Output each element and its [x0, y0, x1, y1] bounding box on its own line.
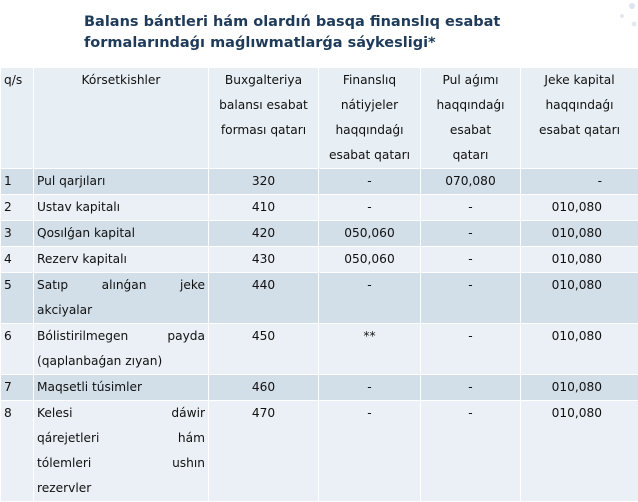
financial-results-line: - — [319, 195, 421, 221]
row-number: 2 — [1, 195, 34, 221]
financial-results-line: - — [319, 169, 421, 195]
indicator-name: Ustav kapitalı — [34, 195, 209, 221]
corner-decoration-icon — [598, 0, 638, 70]
table-row — [1, 401, 638, 502]
row-number: 3 — [1, 221, 34, 247]
indicator-name: Pul qarjıları — [34, 169, 209, 195]
balance-line: 470 — [209, 401, 319, 502]
balance-line: 320 — [209, 169, 319, 195]
title-line-2: formalarındaǵı maǵlıwmatlarǵa sáykesligi* — [84, 33, 584, 54]
equity-line: 010,080 — [521, 273, 638, 324]
cash-flow-line: - — [421, 273, 521, 324]
cash-flow-line: - — [421, 221, 521, 247]
balance-line: 460 — [209, 375, 319, 401]
header-qs: q/s — [1, 68, 34, 169]
header-equity: Jeke kapital haqqındaǵı esabat qatarı — [521, 68, 638, 169]
balance-line: 420 — [209, 221, 319, 247]
balance-line: 440 — [209, 273, 319, 324]
financial-results-line: - — [319, 375, 421, 401]
balance-line: 410 — [209, 195, 319, 221]
equity-line: 010,080 — [521, 324, 638, 375]
equity-line: - — [521, 169, 638, 195]
slide-title — [84, 12, 584, 54]
financial-results-line: 050,060 — [319, 247, 421, 273]
row-number: 5 — [1, 273, 34, 324]
equity-line: 010,080 — [521, 195, 638, 221]
title-line-1: Balans bántleri hám olardıń basqa finanslıq esabat — [84, 12, 584, 33]
table-row — [1, 324, 638, 375]
row-number: 1 — [1, 169, 34, 195]
correspondence-table — [0, 67, 638, 502]
row-number: 8 — [1, 401, 34, 502]
balance-line: 450 — [209, 324, 319, 375]
cash-flow-line: - — [421, 195, 521, 221]
equity-line: 010,080 — [521, 247, 638, 273]
table-header-row — [1, 68, 638, 169]
indicator-name: Bólistirilmegen payda (qaplanbaǵan zıyan) — [34, 324, 209, 375]
header-cash: Pul aǵımı haqqındaǵı esabat qatarı — [421, 68, 521, 169]
table-row — [1, 247, 638, 273]
table-row — [1, 375, 638, 401]
balance-line: 430 — [209, 247, 319, 273]
indicator-name: Rezerv kapitalı — [34, 247, 209, 273]
row-number: 6 — [1, 324, 34, 375]
cash-flow-line: - — [421, 375, 521, 401]
header-indicator: Kórsetkishler — [34, 68, 209, 169]
indicator-name: Satıp alınǵan jeke akciyalar — [34, 273, 209, 324]
header-balance: Buxgalteriya balansı esabat forması qatarı — [209, 68, 319, 169]
table-row — [1, 169, 638, 195]
indicator-name: Qosılǵan kapital — [34, 221, 209, 247]
equity-line: 010,080 — [521, 401, 638, 502]
financial-results-line: ** — [319, 324, 421, 375]
row-number: 7 — [1, 375, 34, 401]
table-row — [1, 195, 638, 221]
financial-results-line: - — [319, 401, 421, 502]
cash-flow-line: 070,080 — [421, 169, 521, 195]
cash-flow-line: - — [421, 401, 521, 502]
table-row — [1, 273, 638, 324]
financial-results-line: - — [319, 273, 421, 324]
equity-line: 010,080 — [521, 375, 638, 401]
row-number: 4 — [1, 247, 34, 273]
cash-flow-line: - — [421, 247, 521, 273]
financial-results-line: 050,060 — [319, 221, 421, 247]
cash-flow-line: - — [421, 324, 521, 375]
indicator-name: Kelesi dáwir qárejetleri hám tólemleri ushın rezervler — [34, 401, 209, 502]
table-row — [1, 221, 638, 247]
header-financial: Finanslıq nátiyjeler haqqındaǵı esabat qatarı — [319, 68, 421, 169]
equity-line: 010,080 — [521, 221, 638, 247]
indicator-name: Maqsetli túsimler — [34, 375, 209, 401]
